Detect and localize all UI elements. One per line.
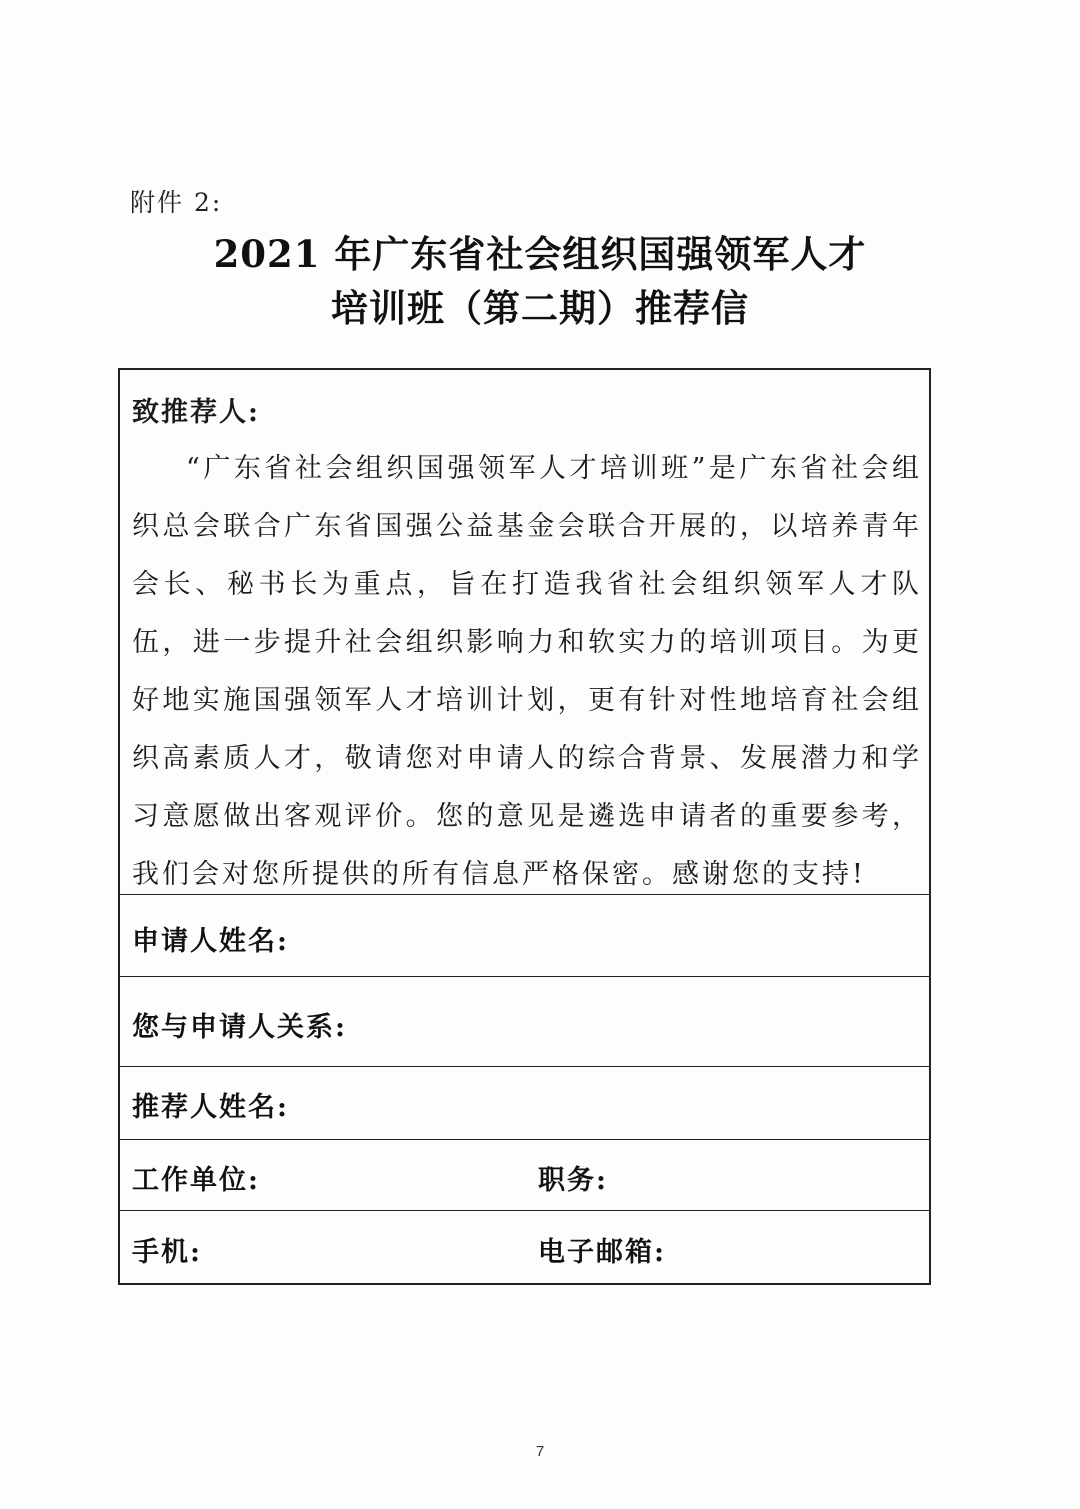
applicant-name-row[interactable] bbox=[120, 895, 929, 977]
salutation: 致推荐人: bbox=[132, 397, 260, 428]
attachment-label: 附件 2: bbox=[130, 188, 223, 217]
applicant-name-label: 申请人姓名: bbox=[132, 926, 289, 957]
work-unit-row[interactable] bbox=[120, 1140, 929, 1211]
email-label: 电子邮箱: bbox=[538, 1237, 666, 1268]
recommender-name-row[interactable] bbox=[120, 1067, 929, 1140]
letter-body: “广东省社会组织国强领军人才培训班”是广东省社会组织总会联合广东省国强公益基金会联合开展的，以培养青年会长、秘书长为重点，旨在打造我省社会组织领军人才队伍，进一步提升社会组织影响力和软实力的培训项目。为更好地实施国强领军人才培训计划，更有针对性地培育社会组织高素质人才，敬请您对申请人的综合背景、发展潜力和学习意愿做出客观评价。您的意见是遴选申请者的重要参考，我们会对您所提供的所有信息严格保密。感谢您的支持! bbox=[132, 453, 922, 890]
work-unit-label: 工作单位: bbox=[132, 1165, 260, 1196]
position-label: 职务: bbox=[538, 1165, 608, 1196]
title-line-2: 培训班（第二期）推荐信 bbox=[331, 286, 749, 330]
title-line-1: 2021 年广东省社会组织国强领军人才 bbox=[213, 232, 867, 276]
relationship-row[interactable] bbox=[120, 977, 929, 1067]
intro-row bbox=[120, 370, 929, 895]
page-number: 7 bbox=[535, 1443, 545, 1460]
contact-row[interactable] bbox=[120, 1211, 929, 1285]
recommender-name-label: 推荐人姓名: bbox=[132, 1092, 289, 1123]
relationship-label: 您与申请人关系: bbox=[132, 1012, 347, 1043]
mobile-label: 手机: bbox=[132, 1237, 202, 1268]
recommendation-form-table bbox=[118, 368, 931, 1285]
